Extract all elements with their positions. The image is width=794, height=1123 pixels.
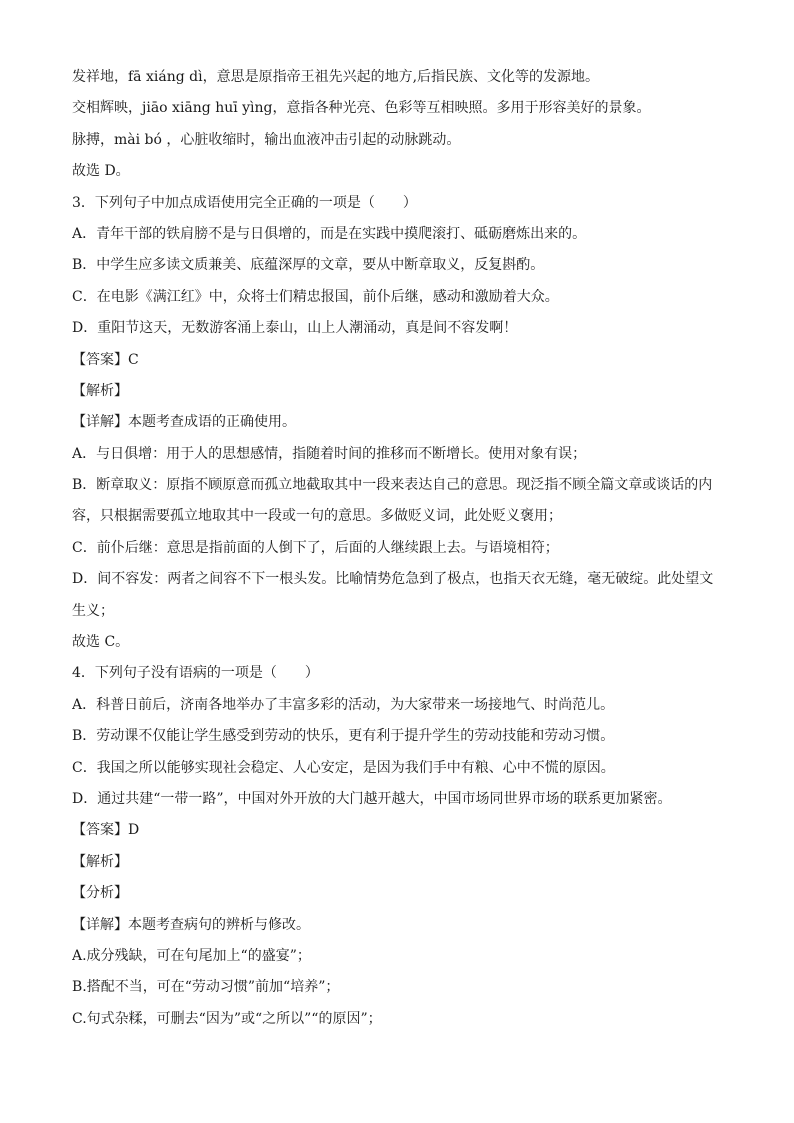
detail-line: A.成分残缺，可在句尾加上“的盛宴”； [72,947,311,964]
detail-line: D．间不容发：两者之间容不下一根头发。比喻情势危急到了极点，也指天衣无缝，毫无破绽。此处望文 [72,571,714,588]
option-d: D．重阳节这天，无数游客涌上泰山，山上人潮涌动，真是间不容发啊！ [72,320,518,337]
option-c: C．在电影《满江红》中，众将士们精忠报国，前仆后继，感动和激励着大众。 [72,288,559,305]
detail-line: 【详解】本题考查成语的正确使用。 [72,414,296,431]
text-line: 故选 D。 [72,163,130,180]
option-d: D．通过共建“一带一路”，中国对外开放的大门越开越大，中国市场同世界市场的联系更加紧密。 [72,790,672,807]
answer-label: 【答案】D [72,822,140,839]
option-b: B．中学生应多读文质兼美、底蕴深厚的文章，要从中断章取义，反复斟酌。 [72,257,545,274]
text-line: 故选 C。 [72,634,130,651]
analysis-label: 【解析】 [72,382,128,399]
text-line: 脉搏，mài bó ，心脏收缩时，输出血液冲击引起的动脉跳动。 [72,131,461,148]
detail-line: 容，只根据需要孤立地取其中一段或一句的意思。多做贬义词，此处贬义褒用； [72,508,562,525]
detail-line: B.搭配不当，可在“劳动习惯”前加“培养”； [72,979,340,996]
text-line: 发祥地，fā xiáng dì，意思是原指帝王祖先兴起的地方,后指民族、文化等的发源地。 [72,69,600,85]
detail-line: C．前仆后继：意思是指前面的人倒下了，后面的人继续跟上去。与语境相符； [72,539,559,556]
text-line: 交相辉映，jiāo xiāng huī yìng，意指各种光亮、色彩等互相映照。多用于形容美好的景象。 [72,100,651,117]
document-page [72,62,722,1035]
answer-label: 【答案】C [72,351,139,368]
option-a: A．科普日前后，济南各地举办了丰富多彩的活动，为大家带来一场接地气、时尚范儿。 [72,696,615,713]
option-c: C．我国之所以能够实现社会稳定、人心安定，是因为我们手中有粮、心中不慌的原因。 [72,759,615,776]
question-stem: 4．下列句子没有语病的一项是（ ） [72,665,319,682]
detail-line: C.句式杂糅，可删去“因为”或“之所以”“的原因”； [72,1010,382,1027]
option-b: B．劳动课不仅能让学生感受到劳动的快乐，更有利于提升学生的劳动技能和劳动习惯。 [72,728,615,745]
analysis-label: 【分析】 [72,885,128,902]
analysis-label: 【解析】 [72,853,128,870]
question-stem: 3．下列句子中加点成语使用完全正确的一项是（ ） [72,194,417,211]
detail-line: A．与日俱增：用于人的思想感情，指随着时间的推移而不断增长。使用对象有误； [72,445,587,462]
option-a: A．青年干部的铁肩膀不是与日俱增的，而是在实践中摸爬滚打、砥砺磨炼出来的。 [72,225,587,242]
detail-line: 生义； [72,602,114,619]
detail-line: B．断章取义：原指不顾原意而孤立地截取其中一段来表达自己的意思。现泛指不顾全篇文章或谈话的内 [72,477,713,494]
detail-line: 【详解】本题考查病句的辨析与修改。 [72,916,310,933]
